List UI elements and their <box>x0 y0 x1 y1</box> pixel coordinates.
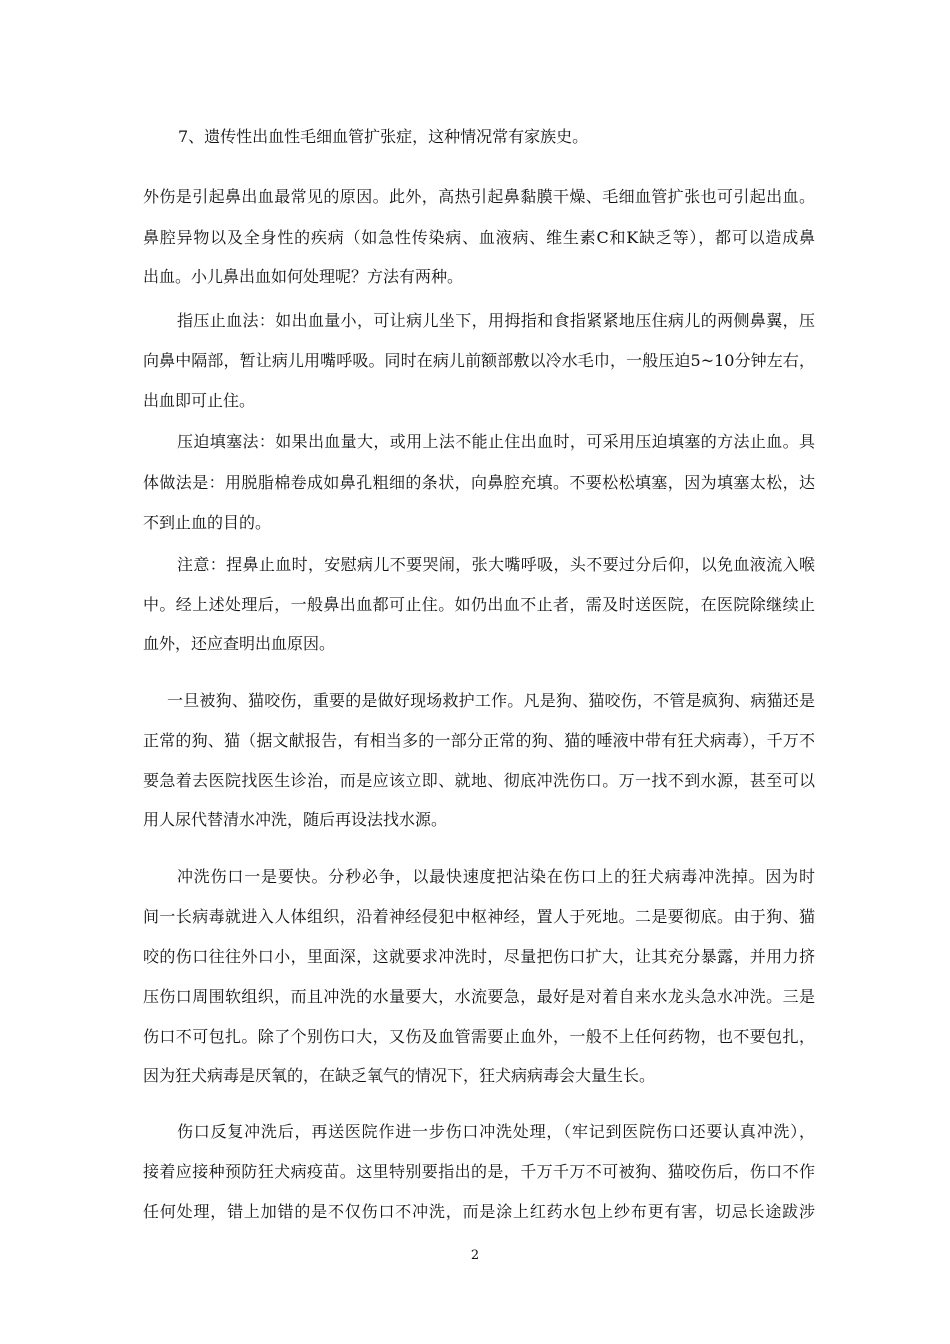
paragraph-7-line-2: 任何处理，错上加错的是不仅伤口不冲洗，而是涂上红药水包上纱布更有害，切忌长途跋涉 <box>143 1202 815 1221</box>
paragraph-3-line-1: 体做法是：用脱脂棉卷成如鼻孔粗细的条状，向鼻腔充填。不要松松填塞，因为填塞太松，达 <box>143 473 815 492</box>
paragraph-3-line-2: 不到止血的目的。 <box>143 513 272 532</box>
paragraph-4-line-2: 血外，还应查明出血原因。 <box>143 634 336 653</box>
paragraph-5-line-2: 要急着去医院找医生诊治，而是应该立即、就地、彻底冲洗伤口。万一找不到水源，甚至可以 <box>143 771 815 790</box>
paragraph-2-line-0: 指压止血法：如出血量小，可让病儿坐下，用拇指和食指紧紧地压住病儿的两侧鼻翼，压 <box>177 311 815 330</box>
paragraph-1-line-1: 鼻腔异物以及全身性的疾病（如急性传染病、血液病、维生素C和K缺乏等），都可以造成鼻 <box>143 228 815 247</box>
paragraph-6-line-5: 因为狂犬病毒是厌氧的，在缺乏氧气的情况下，狂犬病病毒会大量生长。 <box>143 1066 656 1085</box>
paragraph-6-line-3: 压伤口周围软组织，而且冲洗的水量要大，水流要急，最好是对着自来水龙头急水冲洗。三是 <box>143 987 815 1006</box>
paragraph-5-line-1: 正常的狗、猫（据文献报告，有相当多的一部分正常的狗、猫的唾液中带有狂犬病毒），千万不 <box>143 731 815 750</box>
paragraph-2-line-2: 出血即可止住。 <box>143 391 256 410</box>
paragraph-7-line-0: 伤口反复冲洗后，再送医院作进一步伤口冲洗处理，（牢记到医院伤口还要认真冲洗）， <box>177 1122 815 1141</box>
page-number: 2 <box>470 1248 480 1263</box>
paragraph-6-line-1: 间一长病毒就进入人体组织，沿着神经侵犯中枢神经，置人于死地。二是要彻底。由于狗、猫 <box>143 907 815 926</box>
paragraph-0-line-0: 7、遗传性出血性毛细血管扩张症，这种情况常有家族史。 <box>178 127 589 146</box>
paragraph-1-line-2: 出血。小儿鼻出血如何处理呢？方法有两种。 <box>143 267 464 286</box>
paragraph-4-line-0: 注意：捏鼻止血时，安慰病儿不要哭闹，张大嘴呼吸，头不要过分后仰，以免血液流入喉 <box>177 555 815 574</box>
paragraph-5-line-0: 一旦被狗、猫咬伤，重要的是做好现场救护工作。凡是狗、猫咬伤，不管是疯狗、病猫还是 <box>167 691 815 710</box>
paragraph-7-line-1: 接着应接种预防狂犬病疫苗。这里特别要指出的是，千万千万不可被狗、猫咬伤后，伤口不作 <box>143 1162 815 1181</box>
paragraph-3-line-0: 压迫填塞法：如果出血量大，或用上法不能止住出血时，可采用压迫填塞的方法止血。具 <box>177 432 815 451</box>
paragraph-4-line-1: 中。经上述处理后，一般鼻出血都可止住。如仍出血不止者，需及时送医院，在医院除继续止 <box>143 595 815 614</box>
paragraph-6-line-0: 冲洗伤口一是要快。分秒必争，以最快速度把沾染在伤口上的狂犬病毒冲洗掉。因为时 <box>177 867 815 886</box>
paragraph-2-line-1: 向鼻中隔部，暂让病儿用嘴呼吸。同时在病儿前额部敷以冷水毛巾，一般压迫5~10分钟左右， <box>143 351 815 370</box>
paragraph-6-line-2: 咬的伤口往往外口小，里面深，这就要求冲洗时，尽量把伤口扩大，让其充分暴露，并用力挤 <box>143 947 815 966</box>
paragraph-1-line-0: 外伤是引起鼻出血最常见的原因。此外，高热引起鼻黏膜干燥、毛细血管扩张也可引起出血。 <box>143 187 815 206</box>
paragraph-6-line-4: 伤口不可包扎。除了个别伤口大，又伤及血管需要止血外，一般不上任何药物，也不要包扎， <box>143 1027 815 1046</box>
paragraph-5-line-3: 用人尿代替清水冲洗，随后再设法找水源。 <box>143 810 448 829</box>
